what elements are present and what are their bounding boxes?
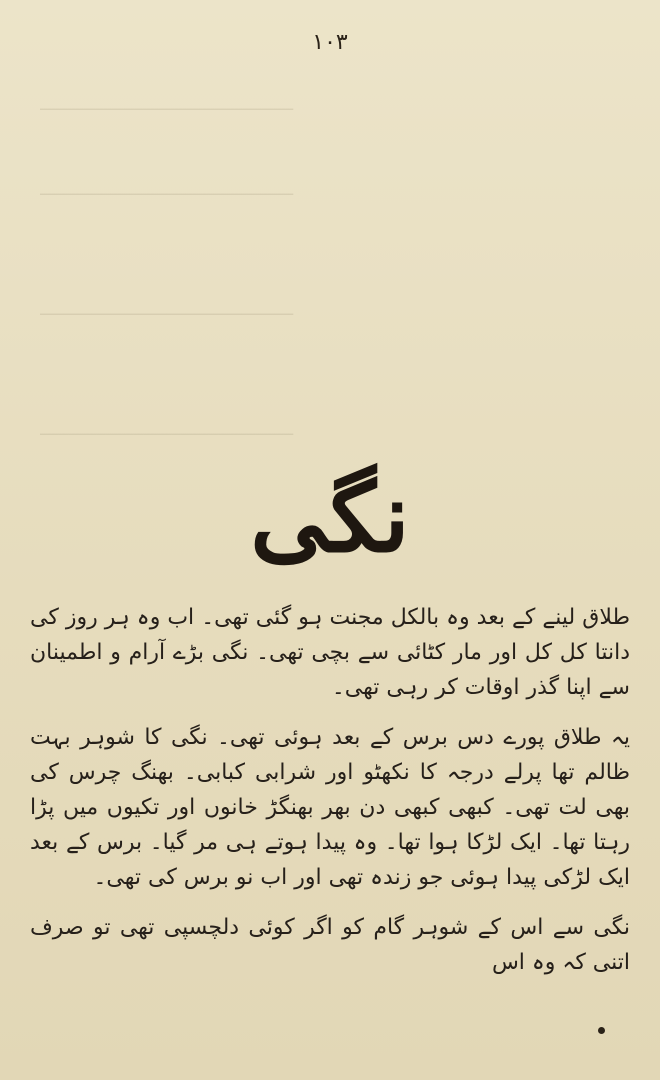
- body-text: [30, 600, 630, 994]
- bleed-through-text: ــــــــــــــــــــــــــــــــــــــــــــــــــــــ: [40, 420, 294, 439]
- ink-dot: [598, 1027, 605, 1034]
- bleed-through-text: ــــــــــــــــــــــــــــــــــــــــــــــــــــــ: [40, 300, 294, 319]
- chapter-title: نگی: [250, 461, 410, 574]
- bleed-through-text: ــــــــــــــــــــــــــــــــــــــــــــــــــــــ: [40, 95, 294, 114]
- page-number: ۱۰۳: [312, 30, 348, 55]
- paragraph-3: نگی سے اس کے شوہر گام کو اگر کوئی دلچسپی تھی تو صرف اتنی کہ وہ اس: [30, 914, 630, 975]
- bleed-through-text: ــــــــــــــــــــــــــــــــــــــــــــــــــــــ: [40, 180, 294, 199]
- paragraph-1: طلاق لینے کے بعد وہ بالکل مجنت ہو گئی تھی۔ اب وہ ہر روز کی دانتا کل کل اور مار کٹائی سے بچی تھی۔ نگی بڑے آرام و اطمینان سے اپنا گذر اوقات کر رہی تھی۔: [30, 605, 630, 701]
- paragraph-2: یہ طلاق پورے دس برس کے بعد ہوئی تھی۔ نگی کا شوہر بہت ظالم تھا پرلے درجہ کا نکھٹو اور شرابی کبابی۔ بھنگ چرس کی بھی لت تھی۔ کبھی کبھی دن بھر بھنگڑ خانوں اور تکیوں میں پڑا رہتا تھا۔ ایک لڑکا ہوا تھا۔ وہ پیدا ہوتے ہی مر گیا۔ برس کے بعد ایک لڑکی پیدا ہوئی جو زندہ تھی اور اب نو برس کی تھی۔: [30, 724, 630, 891]
